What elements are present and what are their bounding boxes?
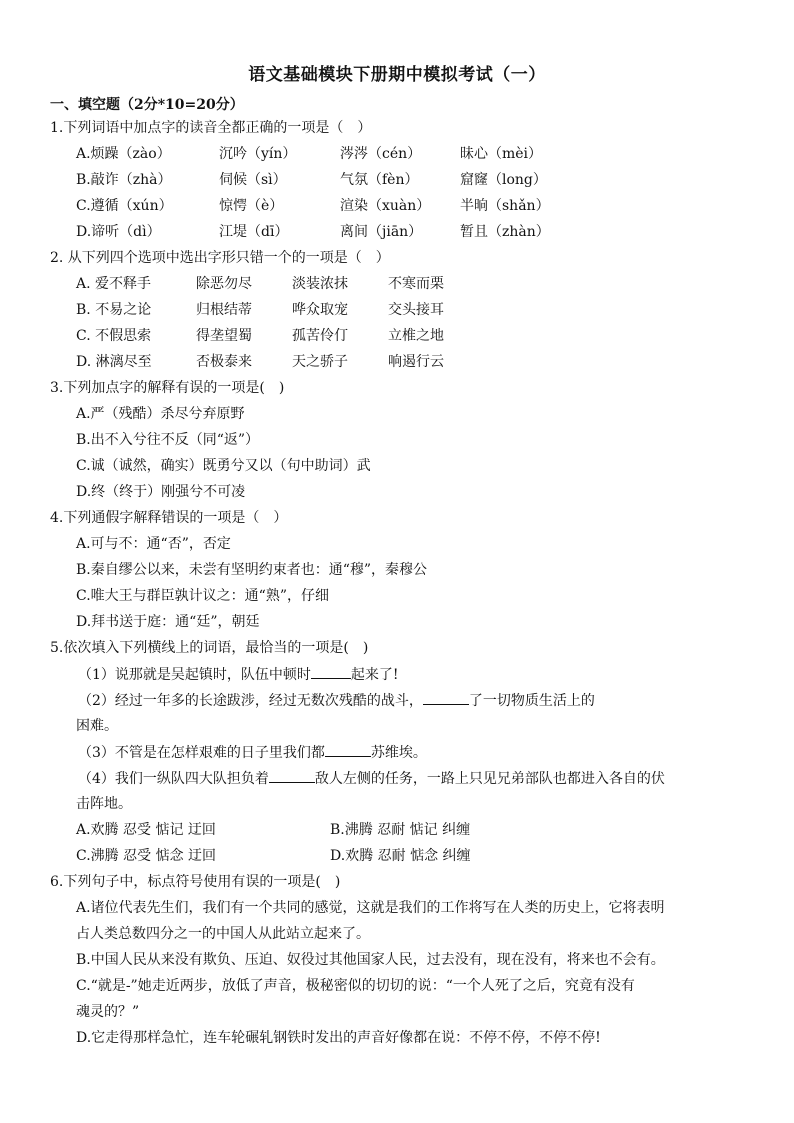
question-5-sentence-2 (78, 692, 595, 709)
question-5-stem: 5.依次填入下列横线上的词语，最恰当的一项是( ) (50, 640, 369, 656)
option-cell: 哗众取宠 (292, 302, 348, 318)
option-cell: 惊愕（è） (219, 198, 284, 214)
question-6-option-cont: 魂灵的？” (76, 1004, 140, 1020)
question-4-stem: 4.下列通假字解释错误的一项是（ ） (50, 510, 288, 526)
sentence-text: 敌人左侧的任务，一路上只见兄弟部队也都进入各自的伏 (314, 771, 665, 787)
question-3-option: A.严（残酷）杀尽兮弃原野 (76, 406, 245, 422)
answer-blank[interactable] (269, 770, 315, 783)
question-4-option: C.唯大王与群臣孰计议之：通“熟”，仔细 (76, 588, 329, 604)
option-cell: 响遏行云 (388, 354, 444, 370)
option-cell: 得垄望蜀 (196, 328, 252, 344)
question-5-sentence-4-cont: 击阵地。 (76, 796, 132, 812)
option-cell: 伺候（sì） (219, 172, 287, 188)
sentence-text: （4）我们一纵队四大队担负着 (78, 771, 269, 787)
sentence-text: （1）说那就是吴起镇时，队伍中顿时 (78, 667, 311, 683)
question-3-option: D.终（终于）刚强兮不可凌 (76, 484, 246, 500)
option-cell: 淡装浓抹 (292, 276, 348, 292)
option-cell: C.沸腾 忍受 惦念 迂回 (76, 848, 217, 864)
question-3-option: C.诚（诚然，确实）既勇兮又以（句中助词）武 (76, 458, 371, 474)
question-6-stem: 6.下列句子中，标点符号使用有误的一项是( ) (50, 874, 341, 890)
option-cell: C.遵循（xún） (76, 198, 173, 214)
question-5-sentence-4 (78, 770, 665, 787)
question-6-option-cont: 占人类总数四分之一的中国人从此站立起来了。 (76, 926, 370, 942)
option-cell: 渲染（xuàn） (340, 198, 431, 214)
sentence-text: 苏维埃。 (370, 745, 427, 761)
option-cell: 沉吟（yín） (219, 146, 297, 162)
sentence-text: （2）经过一年多的长途跋涉，经过无数次残酷的战斗， (78, 693, 423, 709)
option-cell: D. 淋漓尽至 (76, 354, 152, 370)
option-cell: A. 爱不释手 (76, 276, 152, 292)
option-cell: 除恶勿尽 (196, 276, 252, 292)
question-6-option: B.中国人民从来没有欺负、压迫、奴役过其他国家人民，过去没有，现在没有，将来也不会有。 (76, 952, 665, 968)
question-4-option: B.秦自缪公以来，未尝有坚明约束者也：通“穆”，秦穆公 (76, 562, 428, 578)
sentence-text: 起来了! (350, 667, 399, 683)
section-heading: 一、填空题（2分*10=20分） (50, 97, 244, 113)
question-4-option: D.拜书送于庭：通“廷”，朝廷 (76, 614, 260, 630)
answer-blank[interactable] (325, 744, 371, 757)
option-cell: 归根结蒂 (196, 302, 252, 318)
question-3-stem: 3.下列加点字的解释有误的一项是( ) (50, 380, 285, 396)
page-title: 语文基础模块下册期中模拟考试（一） (248, 65, 546, 85)
question-3-option: B.出不入兮往不反（同“返”） (76, 432, 260, 448)
option-cell: 否极泰来 (196, 354, 252, 370)
sentence-text: （3）不管是在怎样艰难的日子里我们都 (78, 745, 325, 761)
option-cell: 暂且（zhàn） (460, 224, 550, 240)
option-cell: 孤苦伶仃 (292, 328, 348, 344)
question-5-sentence-2-cont: 困难。 (76, 718, 118, 734)
option-cell: C. 不假思索 (76, 328, 152, 344)
answer-blank[interactable] (423, 692, 469, 705)
answer-blank[interactable] (311, 666, 351, 679)
question-1-stem: 1.下列词语中加点字的读音全都正确的一项是（ ） (50, 120, 372, 136)
question-2-stem: 2. 从下列四个选项中选出字形只错一个的一项是（ ） (50, 250, 390, 266)
question-4-option: A.可与不：通“否”，否定 (76, 536, 231, 552)
option-cell: D.欢腾 忍耐 惦念 纠缠 (330, 848, 471, 864)
option-cell: 气氛（fèn） (340, 172, 419, 188)
option-cell: B. 不易之论 (76, 302, 152, 318)
option-cell: 窟窿（long） (460, 172, 547, 188)
question-5-sentence-3 (78, 744, 427, 761)
option-cell: 离间（jiān） (340, 224, 423, 240)
question-6-option: C.“就是-”她走近两步，放低了声音，极秘密似的切切的说：“一个人死了之后，究竟有没有 (76, 978, 635, 994)
option-cell: A.欢腾 忍受 惦记 迂回 (76, 822, 216, 838)
option-cell: 天之骄子 (292, 354, 348, 370)
option-cell: 昧心（mèi） (460, 146, 543, 162)
option-cell: D.谛听（dì） (76, 224, 161, 240)
question-6-option: A.诸位代表先生们，我们有一个共同的感觉，这就是我们的工作将写在人类的历史上，它将表明 (76, 900, 665, 916)
option-cell: B.敲诈（zhà） (76, 172, 172, 188)
sentence-text: 了一切物质生活上的 (468, 693, 595, 709)
option-cell: 涔涔（cén） (340, 146, 422, 162)
option-cell: 交头接耳 (388, 302, 444, 318)
option-cell: B.沸腾 忍耐 惦记 纠缠 (330, 822, 471, 838)
option-cell: 不寒而栗 (388, 276, 444, 292)
question-5-sentence-1 (78, 666, 399, 683)
option-cell: 半晌（shǎn） (460, 198, 550, 214)
option-cell: 立椎之地 (388, 328, 444, 344)
option-cell: A.烦躁（zào） (76, 146, 171, 162)
question-6-option: D.它走得那样急忙，连车轮碾轧钢铁时发出的声音好像都在说：不停不停，不停不停! (76, 1030, 601, 1046)
option-cell: 江堤（dī） (219, 224, 289, 240)
